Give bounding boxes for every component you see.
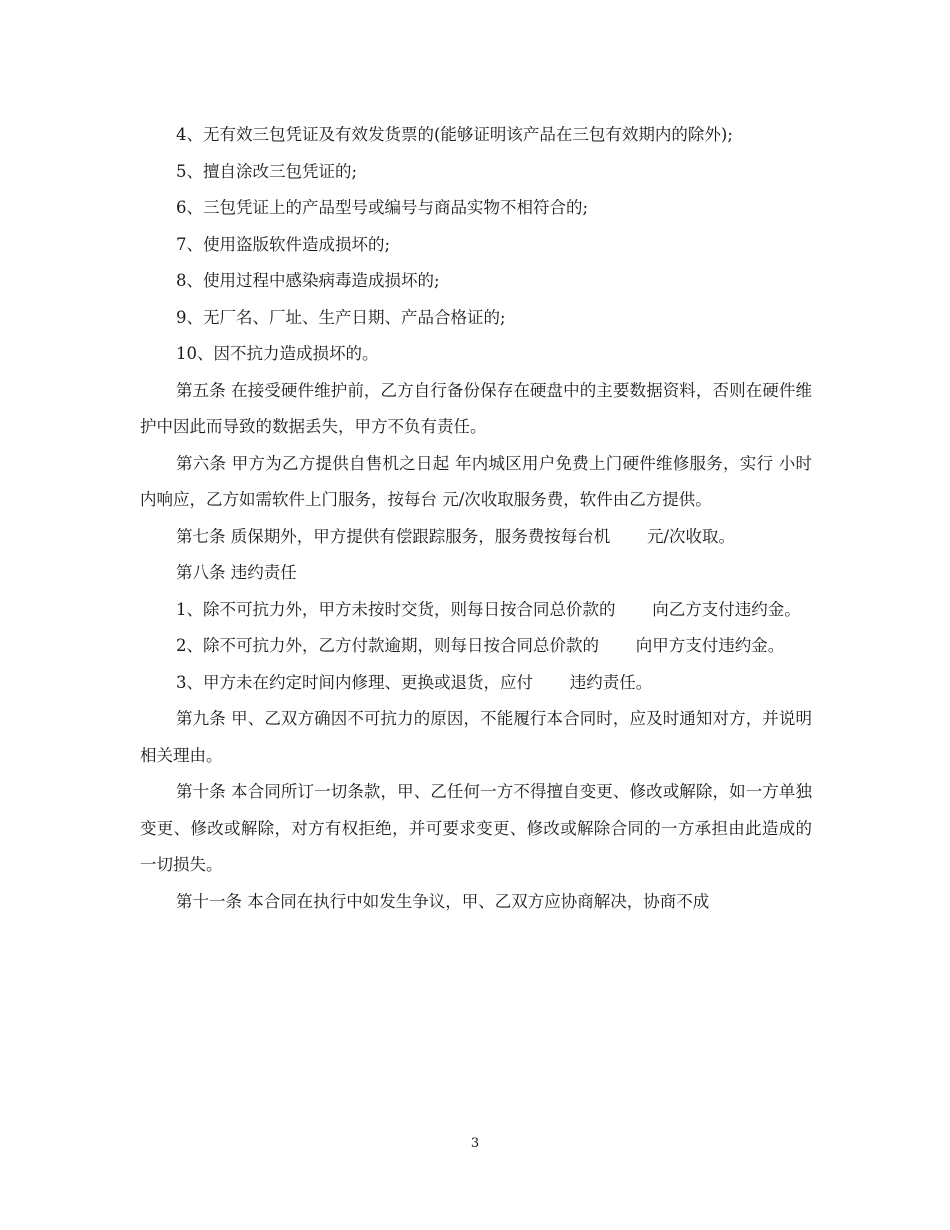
paragraph-article-7: 第七条 质保期外，甲方提供有偿跟踪服务，服务费按每台机 元/次收取。 bbox=[176, 526, 736, 546]
paragraph-clause-9: 9、无厂名、厂址、生产日期、产品合格证的; bbox=[176, 307, 506, 327]
paragraph-article-6: 第六条 甲方为乙方提供自售机之日起 年内城区用户免费上门硬件维修服务，实行 小时内响应，乙方如需软件上门服务，按每台 元/次收取服务费，软件由乙方提供。 bbox=[140, 453, 812, 509]
paragraph-clause-4: 4、无有效三包凭证及有效发货票的(能够证明该产品在三包有效期内的除外); bbox=[176, 125, 733, 144]
page-number: 3 bbox=[470, 1136, 480, 1151]
paragraph-article-10: 第十条 本合同所订一切条款，甲、乙任何一方不得擅自变更、修改或解除，如一方单独变更、修改或解除，对方有权拒绝，并可要求变更、修改或解除合同的一方承担由此造成的一切损失。 bbox=[140, 782, 812, 874]
paragraph-clause-5: 5、擅自涂改三包凭证的; bbox=[176, 161, 358, 181]
paragraph-clause-10: 10、因不抗力造成损坏的。 bbox=[176, 344, 379, 363]
paragraph-liability-2: 2、除不可抗力外，乙方付款逾期，则每日按合同总价款的 向甲方支付违约金。 bbox=[176, 636, 785, 655]
paragraph-liability-1: 1、除不可抗力外，甲方未按时交货，则每日按合同总价款的 向乙方支付违约金。 bbox=[176, 599, 801, 619]
paragraph-article-11: 第十一条 本合同在执行中如发生争议，甲、乙双方应协商解决，协商不成 bbox=[176, 891, 710, 911]
paragraph-clause-7: 7、使用盗版软件造成损坏的; bbox=[176, 234, 391, 254]
paragraph-liability-3: 3、甲方未在约定时间内修理、更换或退货，应付 违约责任。 bbox=[176, 672, 653, 692]
paragraph-clause-8: 8、使用过程中感染病毒造成损坏的; bbox=[176, 271, 440, 290]
paragraph-article-5: 第五条 在接受硬件维护前，乙方自行备份保存在硬盘中的主要数据资料，否则在硬件维护中因此而导致的数据丢失，甲方不负有责任。 bbox=[140, 380, 812, 436]
paragraph-clause-6: 6、三包凭证上的产品型号或编号与商品实物不相符合的; bbox=[176, 198, 589, 217]
document-body bbox=[140, 117, 812, 920]
paragraph-article-9: 第九条 甲、乙双方确因不可抗力的原因，不能履行本合同时，应及时通知对方，并说明相关理由。 bbox=[140, 709, 812, 765]
paragraph-article-8-heading: 第八条 违约责任 bbox=[176, 563, 297, 582]
